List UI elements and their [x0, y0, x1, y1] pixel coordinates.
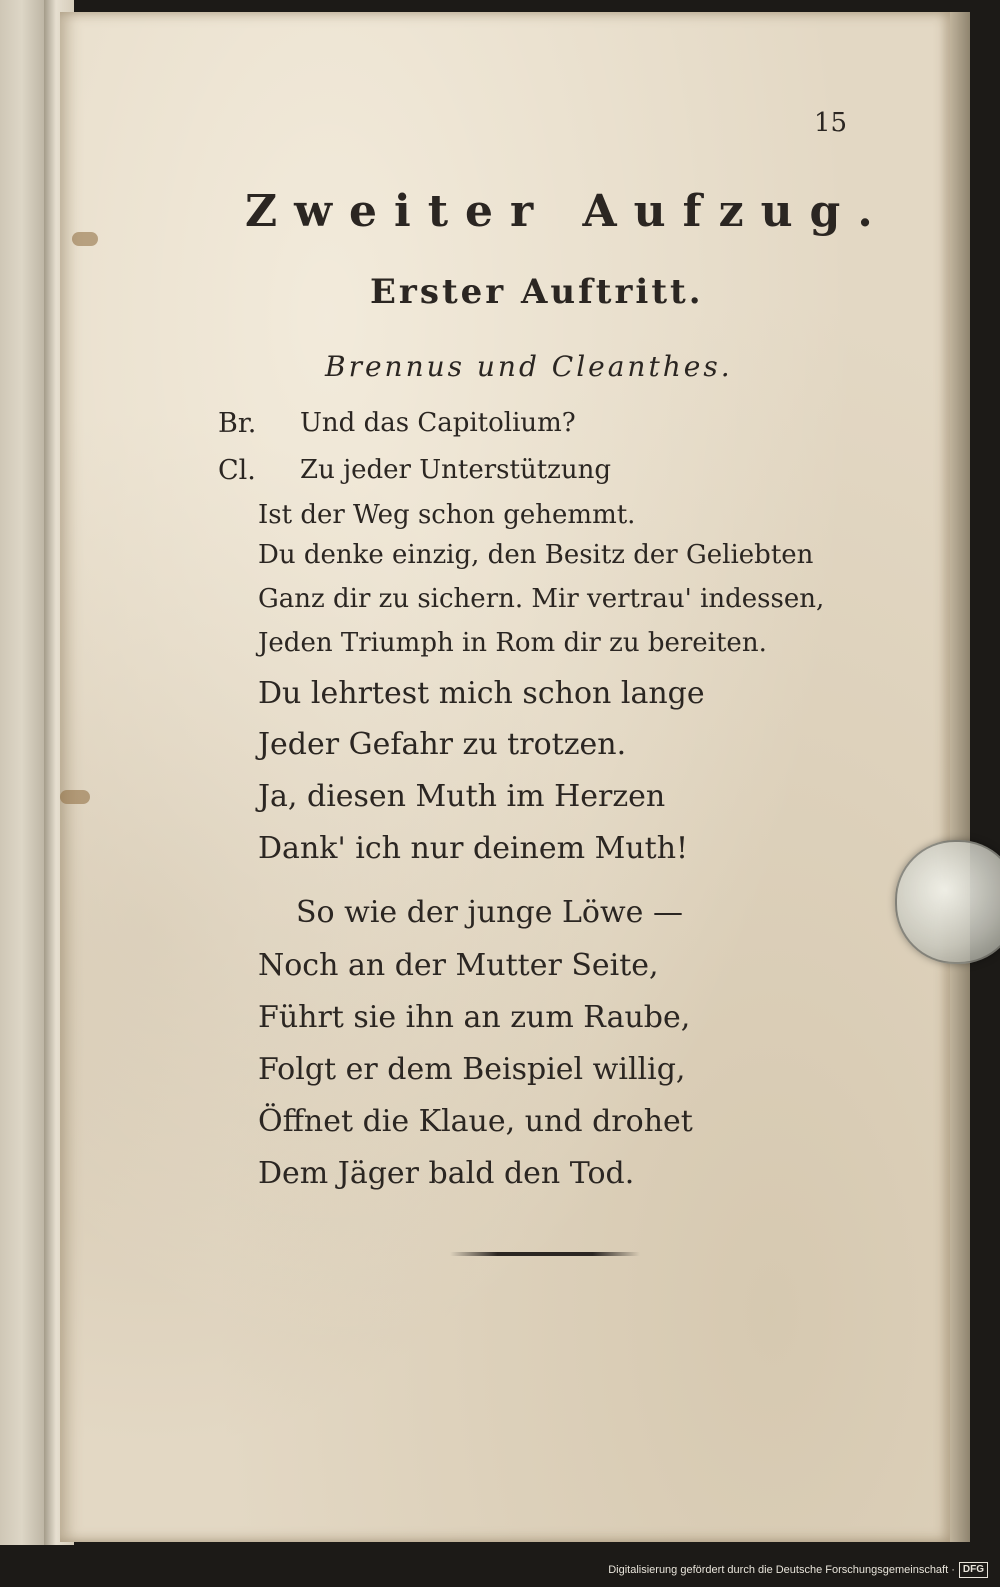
verse-line: Noch an der Mutter Seite, — [258, 948, 659, 983]
scene-title: Erster Auftritt. — [370, 272, 704, 312]
paper-stain — [60, 790, 90, 804]
act-title: Zweiter Aufzug. — [245, 186, 890, 237]
left-page-edge — [0, 0, 48, 1545]
dialogue-line: Ist der Weg schon gehemmt. — [258, 500, 636, 530]
verse-line: So wie der junge Löwe — — [296, 895, 683, 930]
dialogue-line: Jeden Triumph in Rom dir zu bereiten. — [258, 628, 767, 658]
dfg-badge: DFG — [959, 1562, 988, 1578]
page-weight-glass — [895, 840, 1000, 964]
credit-text: Digitalisierung gefördert durch die Deutsche Forschungsgemeinschaft · — [608, 1564, 955, 1576]
verse-line: Dem Jäger bald den Tod. — [258, 1156, 635, 1191]
page-paper — [60, 12, 950, 1542]
verse-line: Jeder Gefahr zu trotzen. — [258, 727, 627, 762]
digitization-credit — [600, 1560, 988, 1580]
cast-line: Brennus und Cleanthes. — [325, 350, 733, 383]
dialogue-line: Du denke einzig, den Besitz der Geliebten — [258, 540, 814, 570]
verse-line: Dank' ich nur deinem Muth! — [258, 831, 689, 866]
verse-line: Ja, diesen Muth im Herzen — [258, 779, 666, 814]
dialogue-line: Und das Capitolium? — [300, 408, 576, 438]
speaker-label: Cl. — [218, 455, 256, 486]
verse-line: Führt sie ihn an zum Raube, — [258, 1000, 691, 1035]
speaker-label: Br. — [218, 408, 257, 439]
closing-rule — [450, 1252, 640, 1256]
verse-line: Öffnet die Klaue, und drohet — [258, 1104, 693, 1139]
right-page-edge — [950, 12, 970, 1542]
verse-line: Folgt er dem Beispiel willig, — [258, 1052, 686, 1087]
dialogue-line: Ganz dir zu sichern. Mir vertrau' indessen, — [258, 584, 825, 614]
dialogue-line: Zu jeder Unterstützung — [300, 455, 611, 485]
verse-line: Du lehrtest mich schon lange — [258, 676, 705, 711]
paper-stain — [72, 232, 98, 246]
page-number: 15 — [814, 108, 848, 138]
